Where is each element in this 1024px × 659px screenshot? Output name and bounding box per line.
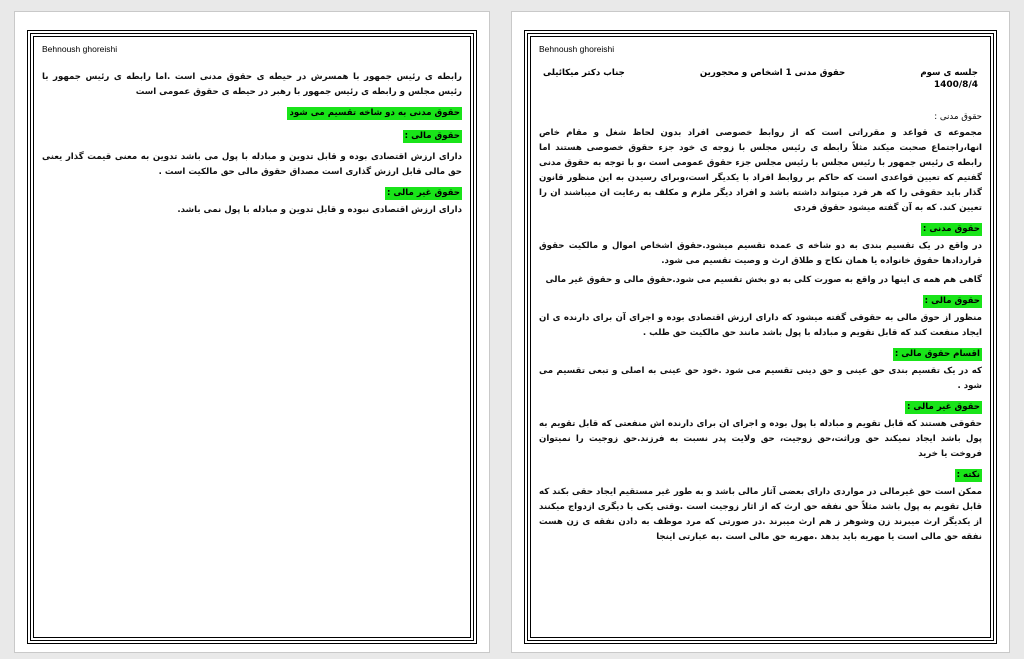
paragraph: منظور از حوق مالی به حقوقی گفته میشود که دارای ارزش اقتصادی بوده و اجرای آن برای دارنده ی ان ایجاد منفعت کند که قابل تقویم و مبادله با پول باشد مانند حق مالکیت حق طلب . bbox=[539, 313, 982, 338]
paragraph: مجموعه ی قواعد و مقرراتی است که از روابط خصوصی افراد بدون لحاظ شغل و مقام خاص انها،راجتماع صحبت میکند مثلاً رابطه ی رئیس مجلس با زوجه ی خود جزء حقوق خصوصی هستند اما رابطه ی رئیس جمهور با رئیس مجلس با رئیس مجلس جزء حقوق عمومی است ،و با توجه به حقوق مدنی گفتیم که تعیین قواعدی است که حاکم بر روابط افراد با یکدیگر است،وبرای رسیدن به این منظور قانون گذار باید حقوقی را که هر فرد میتواند داشته باشد و افراد دیگر ملزم و مکلف به رعایت ان میباشند ان را تعیین کند. که به آن گفته میشود حقوق فردی bbox=[539, 128, 982, 213]
highlighted-heading: حقوق مالی : bbox=[924, 296, 980, 306]
course-title: حقوق مدنی 1 اشخاص و محجورین bbox=[699, 68, 846, 78]
paragraph: دارای ارزش اقتصادی بوده و قابل تدوین و مبادله با پول می باشد تدوین به معنی قیمت گذار یعنی حق مالی قابل ارزش گذاری است مصداق حقوق مالی حق مالکیت است . bbox=[42, 152, 462, 177]
paragraph: ممکن است حق غیرمالی در مواردی دارای بعضی آثار مالی باشد و به طور غیر مستقیم ایجاد حقی بکند که قابل تقویم به پول باشد مثلاً حق نفقه حق ارث که از اثار زوجیت است .وقتی یکی با دیگری ازدواج میکنند از یکدیگر ارث میبرند زن وشوهر ز هم ارث میبرند .در صورتی که مرد موظف به دادن نفقه ی زن هست نفقه حق مالی است یا مهریه باید بدهد .مهریه حق مالی است .به عبارتی اینجا bbox=[539, 487, 982, 542]
session-date: 1400/8/4 bbox=[933, 80, 978, 90]
document-page-left bbox=[14, 11, 490, 653]
page-border bbox=[527, 33, 994, 641]
paragraph: حقوقی هستند که قابل تقویم و مبادله با پول بوده و اجرای ان برای دارنده اش منفعتی که قابل تقویم به پول باشد ایجاد نمیکند حق وراثت،حق زوجیت، حق ولایت پدر نسبت به فرزند.حق زوجیت را نمیتوان فروخت یا خرید bbox=[539, 419, 982, 459]
header-author: Behnoush ghoreishi bbox=[539, 44, 615, 54]
highlighted-heading: حقوق مدنی : bbox=[922, 224, 980, 234]
topic-title: حقوق مدنی : bbox=[934, 112, 982, 122]
highlighted-heading: اقسام حقوق مالی : bbox=[894, 349, 980, 359]
teacher-name: جناب دکتر میکائیلی bbox=[543, 68, 625, 78]
paragraph: که در یک تقسیم بندی حق عینی و حق دینی تقسیم می شود .خود حق عینی به اصلی و تبعی تقسیم می شود . bbox=[539, 366, 982, 391]
highlighted-heading: حقوق غیر مالی : bbox=[386, 188, 460, 198]
document-page-right bbox=[511, 11, 1010, 653]
highlighted-heading: حقوق مدنی به دو شاخه تقسیم می شود bbox=[289, 108, 460, 118]
session-title: جلسه ی سوم bbox=[920, 68, 978, 78]
paragraph: گاهی هم همه ی اینها در واقع به صورت کلی به دو بخش تقسیم می شود.حقوق مالی و حقوق غیر مالی bbox=[545, 275, 982, 285]
highlighted-heading: حقوق غیر مالی : bbox=[906, 402, 980, 412]
paragraph: در واقع در یک تقسیم بندی به دو شاخه ی عمده تقسیم میشود.حقوق اشخاص اموال و مالکیت حقوق قراردادها حقوق خانواده یا همان نکاح و طلاق ارث و وصیت تقسیم می شود. bbox=[539, 241, 982, 266]
page-border bbox=[30, 33, 474, 641]
paragraph: دارای ارزش اقتصادی نبوده و قابل تدوین و مبادله با پول نمی باشد. bbox=[177, 205, 462, 215]
session-header bbox=[539, 68, 982, 78]
header-author: Behnoush ghoreishi bbox=[42, 44, 118, 54]
highlighted-heading: حقوق مالی : bbox=[404, 131, 460, 141]
paragraph: رابطه ی رئیس جمهور با همسرش در حیطه ی حقوق مدنی است .اما رابطه ی رئیس جمهور با رئیس مجلس و رابطه ی رئیس جمهور با رهبر در حیطه ی حقوق عمومی است bbox=[42, 72, 462, 97]
highlighted-heading: نکته : bbox=[956, 470, 980, 480]
